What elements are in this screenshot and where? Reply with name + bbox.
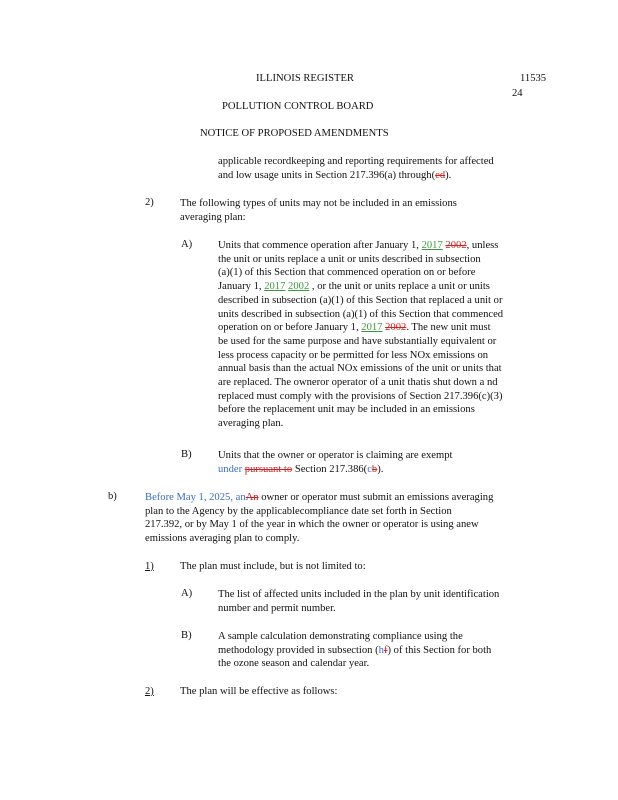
item-number: 1) — [145, 561, 154, 572]
item-2-text: The following types of units may not be included in an emissions averaging plan: — [180, 198, 457, 223]
register-title: ILLINOIS REGISTER — [256, 73, 354, 84]
notice-heading: NOTICE OF PROPOSED AMENDMENTS — [200, 128, 389, 139]
item-1-text: The plan must include, but is not limited to: — [180, 561, 366, 572]
item-letter: B) — [181, 449, 192, 460]
item-letter: A) — [181, 239, 193, 250]
item-2-effective-text: The plan will be effective as follows: — [180, 686, 338, 697]
item-number: 2) — [145, 686, 154, 697]
item-letter: A) — [181, 588, 193, 599]
item-1a-text: The list of affected units included in the plan by unit identification number and permit number. — [218, 589, 500, 614]
item-letter: B) — [181, 630, 192, 641]
text-line: applicable recordkeeping and reporting requirements for affected — [218, 156, 494, 167]
section-letter: b) — [108, 491, 117, 502]
page-subnumber: 24 — [512, 88, 523, 99]
item-b-text: Units that the owner or operator is claiming are exempt under pursuant to Section 217.386(cb). — [218, 450, 453, 475]
section-b-text: Before May 1, 2025, anAn owner or operator must submit an emissions averaging plan to the Agency by the applicablecompliance date set forth in Section 217.392, or by May 1 of the year in which the owner or operator is using anew emissions averaging plan to comply. — [145, 492, 494, 545]
text-line: and low usage units in Section 217.396(a) through(ed). — [218, 169, 452, 181]
board-name: POLLUTION CONTROL BOARD — [222, 101, 374, 112]
item-a-text: Units that commence operation after January 1, 2017 2002, unless the unit or units replace a unit or units described in subsection (a)(1) of this Section that commenced operation on or before January 1, 2017 2002 , or the unit or units replace a unit or units described in subsection (a)(1) of this Section that replaced a unit or units described in subsection (a)(1) of this Section that commenced operation on or before January 1, 2017 2002. The new unit must be used for the same purpose and have substantially equivalent or less process capacity or be permitted for less NOx emissions on annual basis than the actual NOx emissions of the unit or units that are replaced. The owneror operator of a unit thatis shut down a nd replaced must comply with the provisions of Section 217.396(c)(3) before the replacement unit may be included in an emissions averaging plan. — [218, 240, 504, 430]
item-1b-text: A sample calculation demonstrating compliance using the methodology provided in subsection (hf) of this Section for both the ozone season and calendar year. — [218, 631, 492, 670]
continuation-paragraph — [218, 155, 494, 182]
item-number: 2) — [145, 197, 154, 208]
page-number: 11535 — [520, 73, 547, 84]
